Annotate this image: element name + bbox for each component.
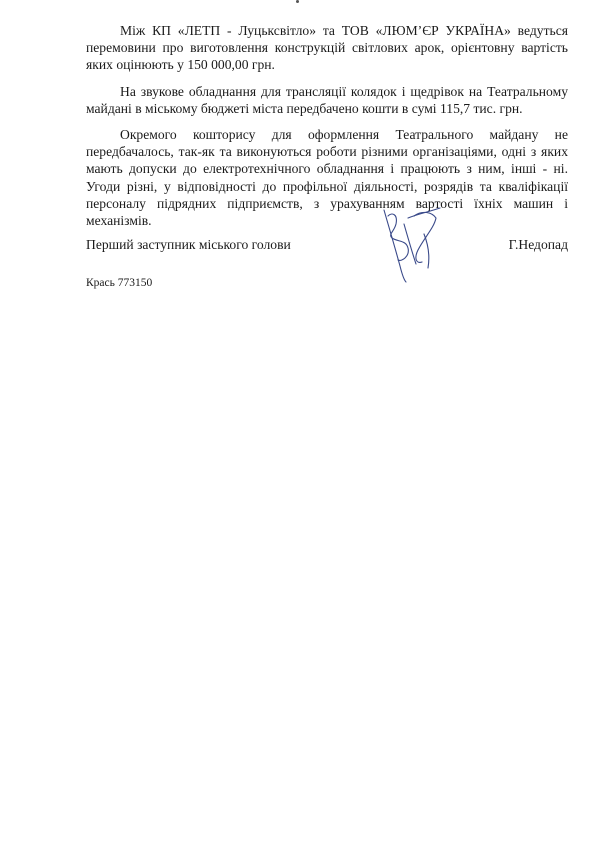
- letter-body: [86, 22, 568, 238]
- scan-speck: [296, 0, 299, 3]
- paragraph-sound-equipment: На звукове обладнання для трансляції колядок і щедрівок на Театральному майдані в міському бюджеті міста передбачено кошти в сумі 115,7 тис. грн.: [86, 83, 568, 116]
- paragraph-no-separate-budget: Окремого кошторису для оформлення Театрального майдану не передбачалось, так-як та виконуються роботи різними організаціями, одні з яких мають допуски до електротехнічного обладнання і працюють з ним, інші - ні. Угоди різні, у відповідності до профільної діяльності, розрядів та кваліфікації персоналу підрядних підприємств, з урахуванням вартості їхніх машин і механізмів.: [86, 127, 568, 229]
- signatory-title: Перший заступник міського голови: [86, 237, 291, 252]
- paragraph-arches-negotiations: Між КП «ЛЕТП - Луцьксвітло» та ТОВ «ЛЮМ’ЄР УКРАЇНА» ведуться перемовини про виготовлення конструкцій світлових арок, орієнтовну вартість яких оцінюють у 150 000,00 грн.: [86, 23, 568, 73]
- signatory-name: Г.Недопад: [508, 237, 568, 252]
- executor-note: Крась 773150: [86, 277, 153, 289]
- signature-block: [86, 236, 568, 256]
